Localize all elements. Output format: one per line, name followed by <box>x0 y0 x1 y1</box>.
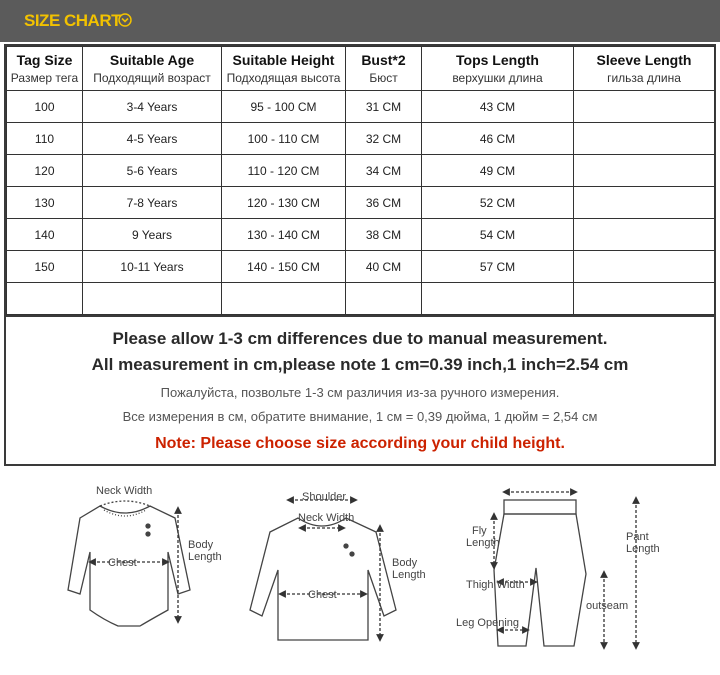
shirt-neck-label: Neck Width <box>298 512 355 524</box>
table-cell <box>574 123 715 155</box>
table-cell: 52 CM <box>422 187 574 219</box>
shirt-shoulder-label: Shoulder <box>302 491 347 503</box>
romper-body-label-2: Length <box>188 551 222 563</box>
shirt-body-label-1: Body <box>392 557 418 569</box>
table-cell: 95 - 100 CM <box>222 91 346 123</box>
column-header-label: Sleeve Length <box>596 51 692 68</box>
pants-outseam-label: outseam <box>586 600 629 612</box>
size-chart-header <box>0 0 720 42</box>
table-row <box>7 187 715 219</box>
note-manual-measurement: Please allow 1-3 cm differences due to manual measurement. <box>112 329 608 348</box>
table-row <box>7 123 715 155</box>
table-cell <box>83 283 222 315</box>
shirt-button <box>350 552 354 556</box>
size-chart-panel <box>4 44 716 466</box>
table-cell <box>7 283 83 315</box>
measurement-notes <box>6 315 714 464</box>
pants-length-label-2: Length <box>626 543 660 555</box>
table-cell <box>222 283 346 315</box>
table-cell <box>422 283 574 315</box>
pants-leg-label: Leg Opening <box>456 617 519 629</box>
pants-thigh-label: Thigh Width <box>466 579 525 591</box>
table-cell: 120 <box>7 155 83 187</box>
shirt-body-label-2: Length <box>392 569 426 581</box>
romper-button <box>146 532 150 536</box>
table-cell: 36 CM <box>346 187 422 219</box>
table-cell: 120 - 130 CM <box>222 187 346 219</box>
table-cell: 140 <box>7 219 83 251</box>
table-cell: 5-6 Years <box>83 155 222 187</box>
table-cell: 130 <box>7 187 83 219</box>
column-header-label: Tag Size <box>16 51 73 68</box>
romper-neck-label: Neck Width <box>96 485 153 497</box>
column-header-tag-size <box>7 47 83 91</box>
table-cell <box>574 251 715 283</box>
table-cell <box>574 219 715 251</box>
table-cell: 43 CM <box>422 91 574 123</box>
table-cell <box>574 155 715 187</box>
table-cell: 4-5 Years <box>83 123 222 155</box>
table-cell: 110 - 120 CM <box>222 155 346 187</box>
table-row <box>7 155 715 187</box>
table-cell <box>574 91 715 123</box>
table-cell: 140 - 150 CM <box>222 251 346 283</box>
table-cell <box>574 187 715 219</box>
table-row-empty <box>7 283 715 315</box>
romper-body-label-1: Body <box>188 539 214 551</box>
table-cell: 46 CM <box>422 123 574 155</box>
table-cell: 3-4 Years <box>83 91 222 123</box>
pants-length-label-1: Pant <box>626 531 649 543</box>
note-manual-measurement-ru: Пожалуйста, позвольте 1-3 см различия из-за ручного измерения. <box>160 385 560 400</box>
column-header-age <box>83 47 222 91</box>
measurement-diagrams <box>0 470 720 675</box>
pants-waistband <box>504 500 576 514</box>
column-header-tops-length <box>422 47 574 91</box>
column-header-height <box>222 47 346 91</box>
table-cell <box>574 283 715 315</box>
column-header-label-ru: Бюст <box>369 70 398 85</box>
table-cell: 100 - 110 CM <box>222 123 346 155</box>
table-cell: 34 CM <box>346 155 422 187</box>
table-cell: 130 - 140 CM <box>222 219 346 251</box>
note-choose-by-height: Note: Please choose size according your child height. <box>155 435 565 452</box>
column-header-label: Suitable Age <box>109 51 195 68</box>
pants-fly-label-2: Length <box>466 537 500 549</box>
romper-button <box>146 524 150 528</box>
table-cell: 9 Years <box>83 219 222 251</box>
note-unit-conversion-ru: Все измерения в см, обратите внимание, 1 см = 0,39 дюйма, 1 дюйм = 2,54 см <box>122 409 598 424</box>
romper-chest-label: Chest <box>108 557 137 569</box>
chevron-down-circle-icon <box>118 13 132 27</box>
table-row <box>7 219 715 251</box>
table-cell: 150 <box>7 251 83 283</box>
table-cell: 54 CM <box>422 219 574 251</box>
table-cell: 57 CM <box>422 251 574 283</box>
table-cell: 10-11 Years <box>83 251 222 283</box>
table-cell: 49 CM <box>422 155 574 187</box>
measurement-diagrams-svg <box>0 470 720 675</box>
column-header-label: Suitable Height <box>232 51 335 68</box>
column-header-label-ru: Подходящая высота <box>226 70 341 85</box>
shirt-outline <box>250 518 396 640</box>
table-cell: 100 <box>7 91 83 123</box>
column-header-label-ru: Размер тега <box>10 70 79 85</box>
table-row <box>7 251 715 283</box>
column-header-label-ru: гильза длина <box>607 70 681 85</box>
column-header-label-ru: верхушки длина <box>452 70 543 85</box>
table-row <box>7 91 715 123</box>
column-header-sleeve-length <box>574 47 715 91</box>
table-cell: 110 <box>7 123 83 155</box>
size-table <box>6 46 715 315</box>
table-cell: 38 CM <box>346 219 422 251</box>
table-cell: 40 CM <box>346 251 422 283</box>
table-cell: 32 CM <box>346 123 422 155</box>
pants-fly-label-1: Fly <box>472 525 487 537</box>
table-cell <box>346 283 422 315</box>
shirt-button <box>344 544 348 548</box>
column-header-label: Bust*2 <box>361 51 406 68</box>
column-header-bust <box>346 47 422 91</box>
table-header-row <box>7 47 715 91</box>
romper-collar <box>100 501 150 506</box>
shirt-chest-label: Chest <box>308 589 337 601</box>
table-cell: 7-8 Years <box>83 187 222 219</box>
size-chart-title: SIZE CHART <box>24 11 121 30</box>
column-header-label-ru: Подходящий возраст <box>93 70 211 85</box>
table-cell: 31 CM <box>346 91 422 123</box>
column-header-label: Tops Length <box>456 51 539 68</box>
note-unit-conversion: All measurement in cm,please note 1 cm=0.39 inch,1 inch=2.54 cm <box>91 355 629 374</box>
